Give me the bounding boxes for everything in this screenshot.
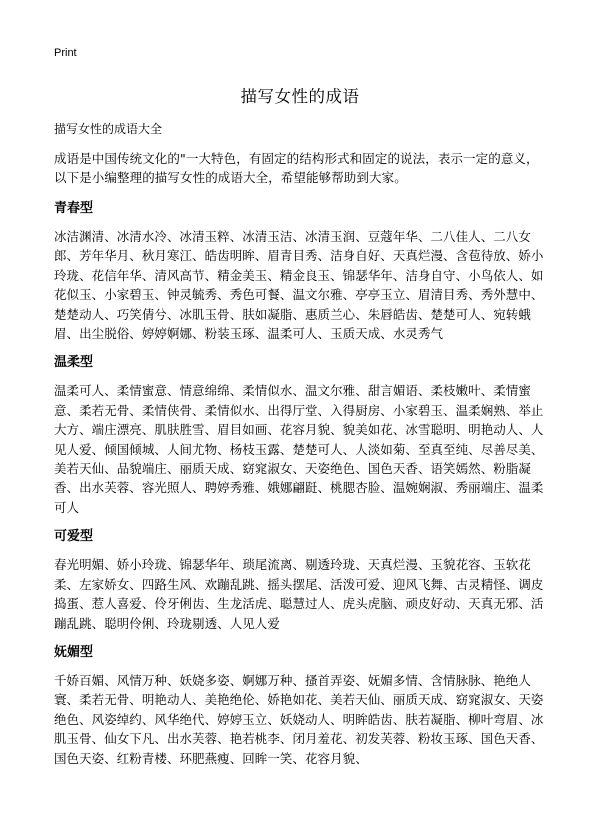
section-text: 千娇百媚、风情万种、妖娆多姿、婀娜万种、搔首弄姿、妩媚多情、含情脉脉、艳绝人寰、柔若无骨、明艳动人、美艳绝伦、娇艳如花、美若天仙、丽质天成、窈窕淑女、天姿绝色、风姿绰约、风华绝代、婷婷玉立、妖娆动人、明眸皓齿、肤若凝脂、柳叶弯眉、冰肌玉骨、仙女下凡、出水芙蓉、艳若桃李、闭月羞花、初发芙蓉、粉妆玉琢、国色天香、国色天姿、红粉青楼、环肥燕瘦、回眸一笑、花容月貌、 [54, 672, 544, 766]
section-text: 春光明媚、娇小玲珑、锦瑟华年、琐尾流离、剔透玲珑、天真烂漫、玉貌花容、玉软花柔、左家娇女、四路生风、欢蹦乱跳、摇头摆尾、活泼可爱、迎风飞舞、古灵精怪、调皮捣蛋、惹人喜爱、伶牙俐齿、生龙活虎、聪慧过人、虎头虎脑、顽皮好动、天真无邪、活蹦乱跳、聪明伶俐、玲珑剔透、人见人爱 [54, 557, 544, 631]
section-text: 温柔可人、柔情蜜意、情意绵绵、柔情似水、温文尔雅、甜言媚语、柔枝嫩叶、柔情蜜意、柔若无骨、柔情侠骨、柔情似水、出得厅堂、入得厨房、小家碧玉、温柔娴熟、举止大方、端庄漂亮、肌肤胜雪、眉目如画、花容月貌、貌美如花、冰雪聪明、明艳动人、人见人爱、倾国倾城、人间尤物、杨枝玉露、楚楚可人、人淡如菊、至真至纯、尽善尽美、美若天仙、品貌端庄、丽质天成、窈窕淑女、天姿绝色、国色天香、语笑嫣然、粉脂凝香、出水芙蓉、容光照人、聘婷秀雅、娥娜翩跹、桃腮杏脸、温婉娴淑、秀丽端庄、温柔可人 [54, 383, 544, 515]
intro-paragraph: 成语是中国传统文化的"一大特色，有固定的结构形式和固定的说法，表示一定的意义，以下是小编整理的描写女性的成语大全，希望能够帮助到大家。 [54, 151, 539, 185]
section-heading: 妩媚型 [54, 644, 94, 660]
section-text: 冰洁渊清、冰清水冷、冰清玉粹、冰清玉洁、冰清玉润、豆蔻年华、二八佳人、二八女郎、芳年华月、秋月寒江、皓齿明眸、眉青目秀、洁身自好、天真烂漫、含苞待放、娇小玲珑、花信年华、清风高节、精金美玉、精金良玉、锦瑟华年、洁身自守、小鸟依人、如花似玉、小家碧玉、钟灵毓秀、秀色可餐、温文尔雅、亭亭玉立、眉清目秀、秀外慧中、楚楚动人、巧笑倩兮、冰肌玉骨、肤如凝脂、惠质兰心、朱唇皓齿、楚楚可人、宛转蛾眉、出尘脱俗、婷婷婀娜、粉装玉琢、温柔可人、玉质天成、水灵秀气 [54, 229, 544, 342]
subtitle: 描写女性的成语大全 [54, 122, 163, 136]
section-qingchun [54, 201, 550, 343]
section-wumei [54, 645, 550, 768]
print-link[interactable]: Print [54, 47, 77, 59]
page-title: 描写女性的成语 [240, 87, 360, 106]
section-keai [54, 529, 550, 633]
article-body [54, 149, 550, 780]
section-wenrou [54, 355, 550, 517]
section-heading: 青春型 [54, 201, 94, 216]
section-heading: 温柔型 [54, 355, 94, 371]
section-heading: 可爱型 [54, 529, 94, 545]
